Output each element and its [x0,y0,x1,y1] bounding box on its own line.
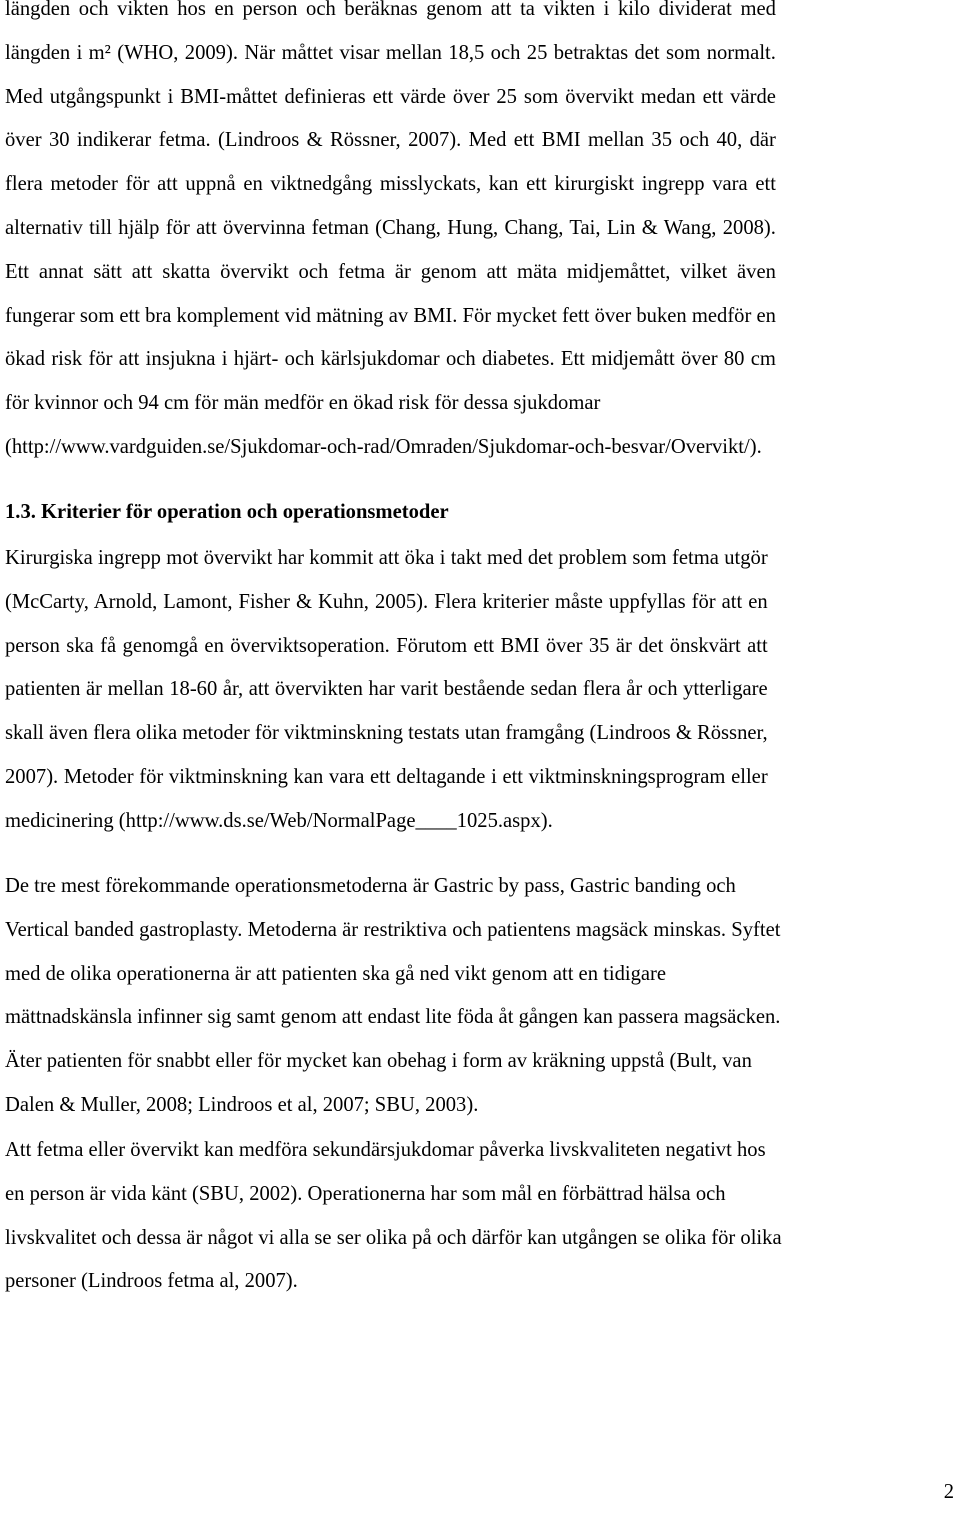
text-line: medicinering (http://www.ds.se/Web/NormalPage____1025.aspx). [5,809,553,832]
text-line: patienten är mellan 18-60 år, att övervikten har varit bestående sedan flera år och ytterligare [5,678,768,701]
text-line: (http://www.vardguiden.se/Sjukdomar-och-rad/Omraden/Sjukdomar-och-besvar/Overvikt/). [5,435,762,458]
text-line: personer (Lindroos fetma al, 2007). [5,1270,298,1293]
text-line: Med utgångspunkt i BMI-måttet definieras ett värde över 25 som övervikt medan ett värde [5,85,776,108]
paragraph-quality-of-life [5,1129,782,1304]
paragraph-operation-methods [5,865,780,1128]
text-line: för kvinnor och 94 cm för män medför en ökad risk för dessa sjukdomar [5,392,601,415]
text-line: över 30 indikerar fetma. (Lindroos & Rössner, 2007). Med ett BMI mellan 35 och 40, där [5,129,776,152]
paragraph-bmi-definition [5,0,776,470]
text-line: Vertical banded gastroplasty. Metoderna är restriktiva och patientens magsäck minskas. Syftet [5,918,781,941]
text-line: 2007). Metoder för viktminskning kan vara ett deltagande i ett viktminskningsprogram eller [5,765,768,788]
text-line: Ett annat sätt att skatta övervikt och fetma är genom att mäta midjemåttet, vilket även [5,260,776,283]
section-heading: 1.3. Kriterier för operation och operationsmetoder [5,501,449,523]
text-line: De tre mest förekommande operationsmetoderna är Gastric by pass, Gastric banding och [5,875,736,897]
text-line: person ska få genomgå en överviktsoperation. Förutom ett BMI över 35 är det önskvärt att [5,634,768,657]
paragraph-criteria [5,537,768,844]
text-line: alternativ till hjälp för att övervinna fetman (Chang, Hung, Chang, Tai, Lin & Wang, 2008). [5,216,776,239]
text-line: en person är vida känt (SBU, 2002). Operationerna har som mål en förbättrad hälsa och [5,1182,726,1205]
text-line: skall även flera olika metoder för viktminskning testats utan framgång (Lindroos & Rössner, [5,722,768,745]
text-line: Att fetma eller övervikt kan medföra sekundärsjukdomar påverka livskvaliteten negativt hos [5,1139,766,1161]
text-line: fungerar som ett bra komplement vid mätning av BMI. För mycket fett över buken medför en [5,304,776,327]
text-line: Kirurgiska ingrepp mot övervikt har kommit att öka i takt med det problem som fetma utgör [5,547,768,569]
text-line: mättnadskänsla infinner sig samt genom att endast lite föda åt gången kan passera magsäcken. [5,1006,781,1029]
text-line: flera metoder för att uppnå en viktnedgång misslyckats, kan ett kirurgiskt ingrepp vara ett [5,173,776,196]
text-line: längden i m² (WHO, 2009). När måttet visar mellan 18,5 och 25 betraktas det som normalt. [5,41,776,64]
text-line: Äter patienten för snabbt eller för mycket kan obehag i form av kräkning uppstå (Bult, van [5,1050,752,1073]
text-line: livskvalitet och dessa är något vi alla se ser olika på och därför kan utgången se olika för olika [5,1226,782,1249]
text-line: Dalen & Muller, 2008; Lindroos et al, 2007; SBU, 2003). [5,1093,479,1116]
text-line: (McCarty, Arnold, Lamont, Fisher & Kuhn, 2005). Flera kriterier måste uppfyllas för att en [5,590,768,613]
text-line: ökad risk för att insjukna i hjärt- och kärlsjukdomar och diabetes. Ett midjemått över 80 cm [5,348,776,371]
text-line: längden och vikten hos en person och beräknas genom att ta vikten i kilo dividerat med [5,0,776,20]
text-line: med de olika operationerna är att patienten ska gå ned vikt genom att en tidigare [5,962,667,985]
page-number: 2 [943,1481,954,1503]
